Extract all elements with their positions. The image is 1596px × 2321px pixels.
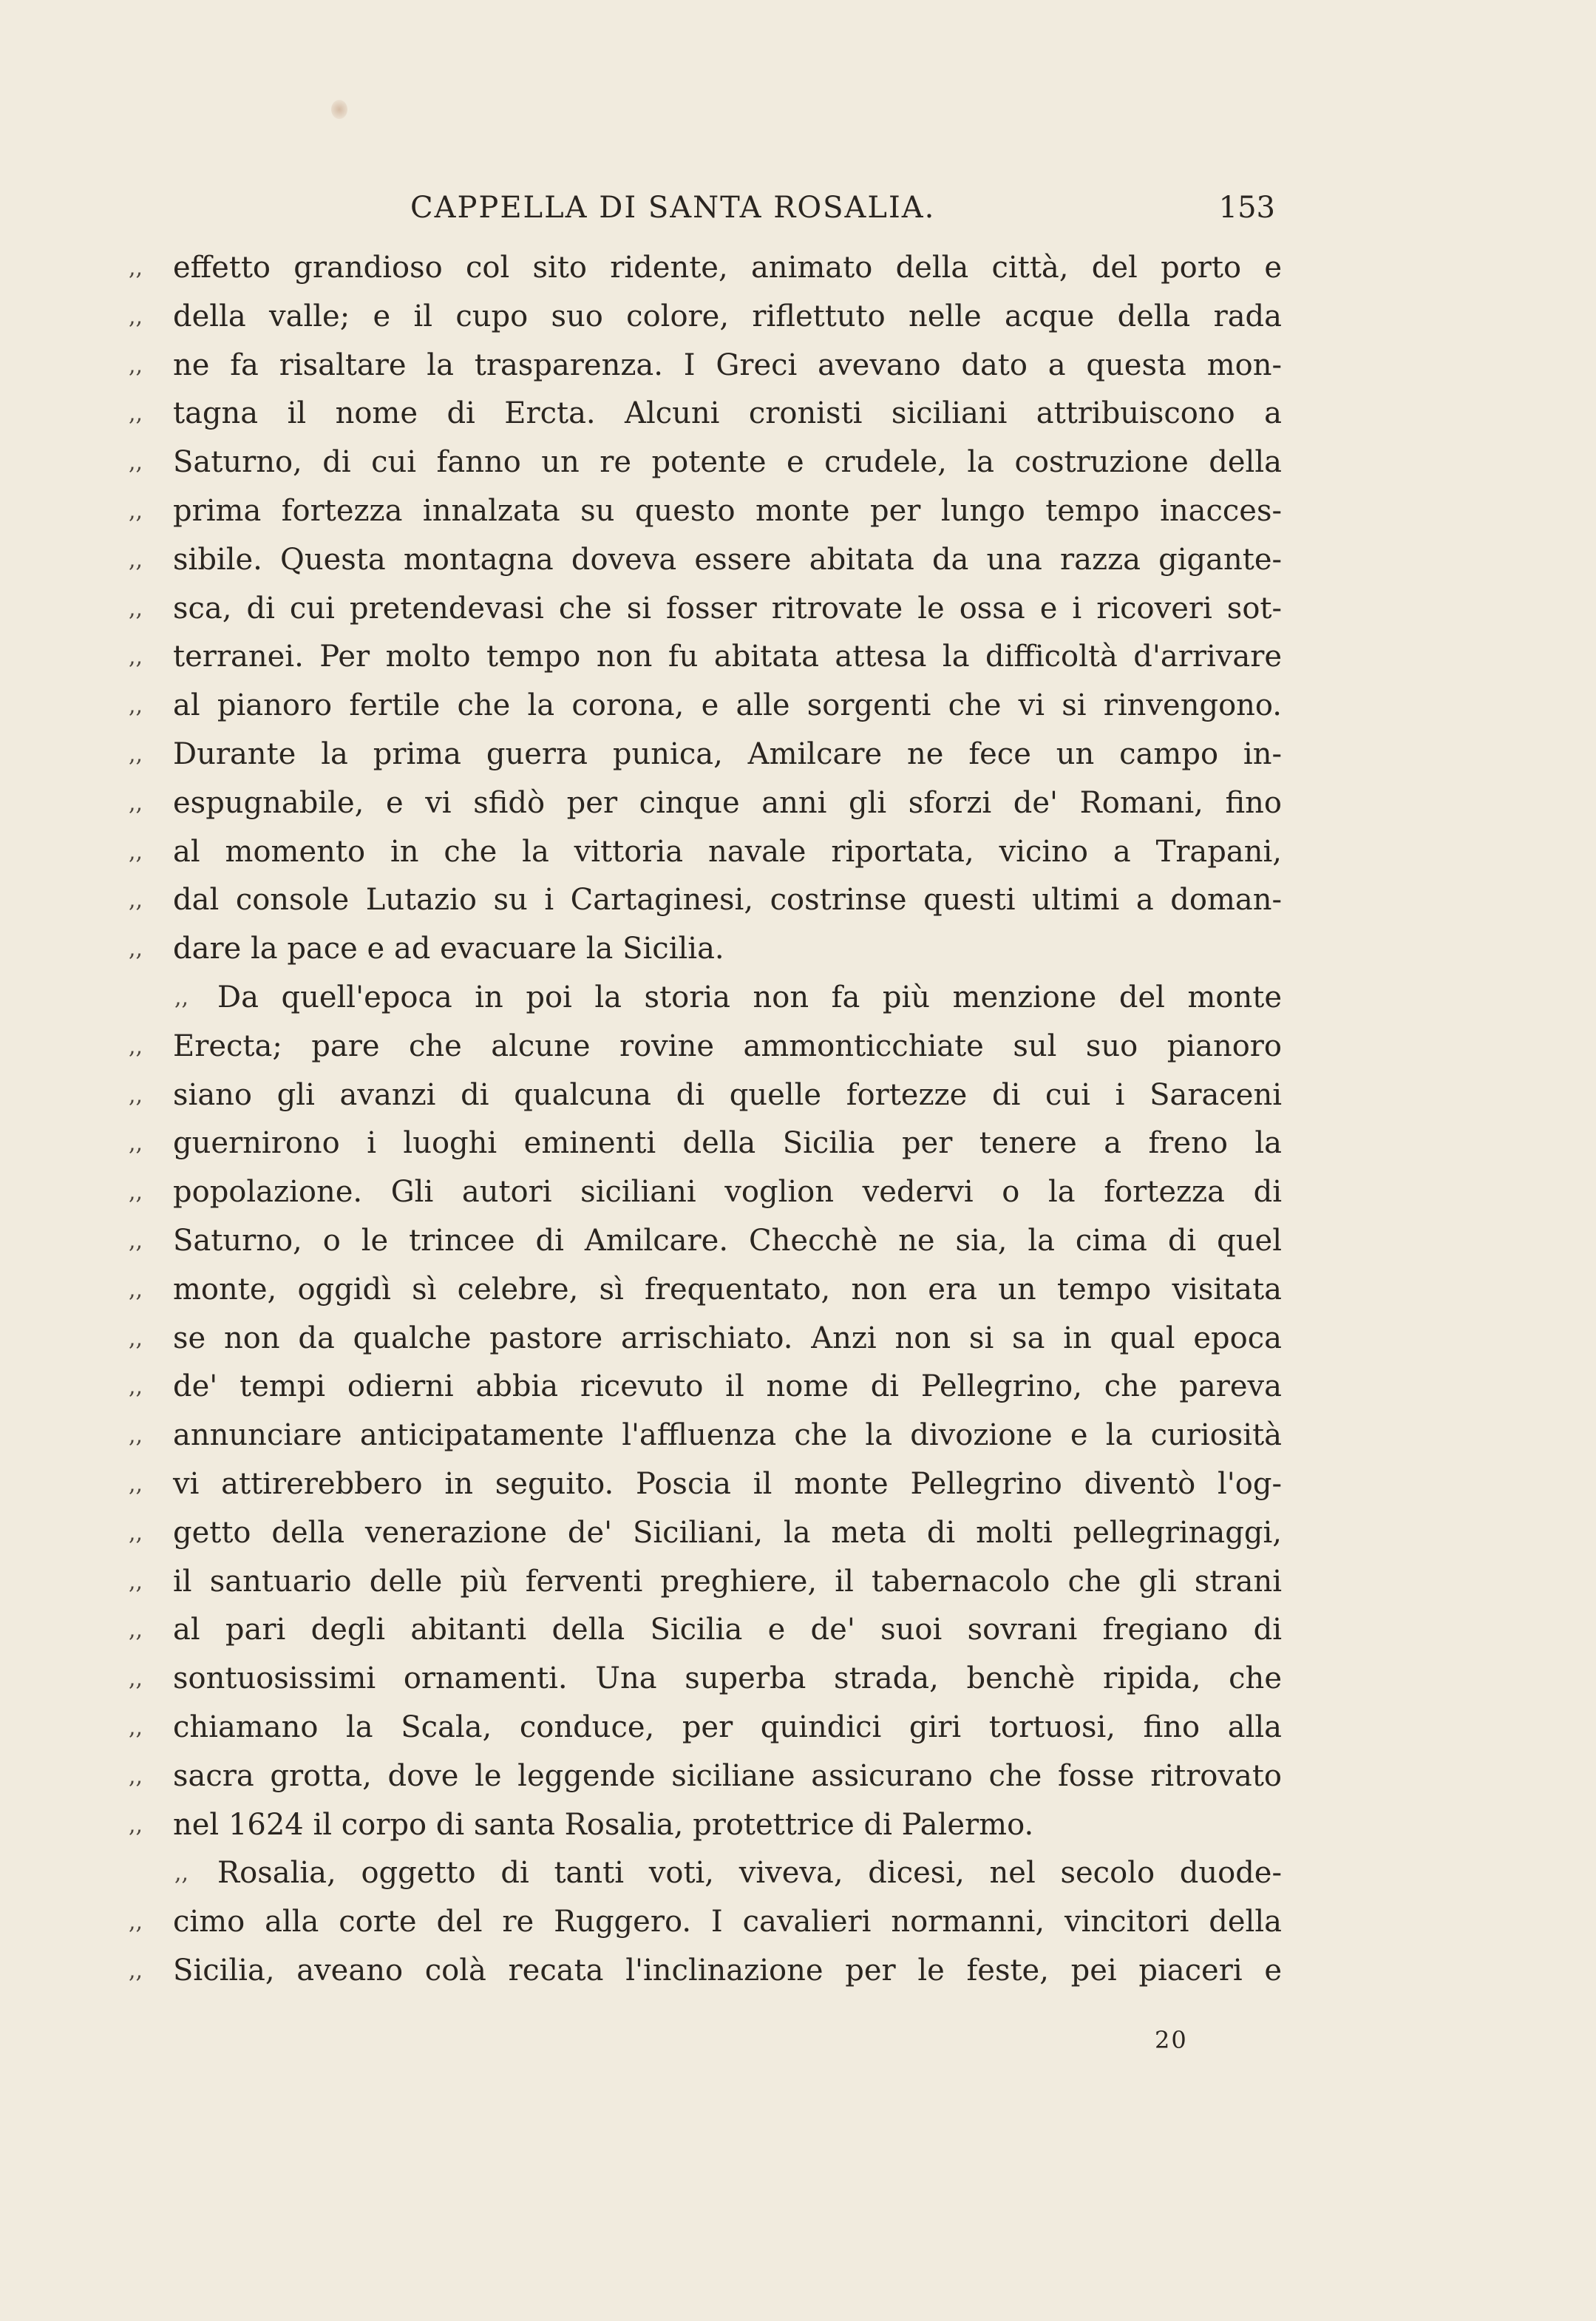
quote-mark: ,, (129, 1033, 143, 1060)
line-text: vi attirerebbero in seguito. Poscia il monte Pellegrino diventò l'og- (173, 1466, 1282, 1501)
line-text: espugnabile, e vi sfidò per cinque anni gli sforzi de' Romani, fino (173, 785, 1282, 820)
line-text: ne fa risaltare la trasparenza. I Greci avevano dato a questa mon- (173, 348, 1282, 382)
line-text: chiamano la Scala, conduce, per quindici giri tortuosi, fino alla (173, 1710, 1282, 1744)
quote-mark: ,, (129, 1082, 143, 1108)
line-text: prima fortezza innalzata su questo monte per lungo tempo inacces- (173, 493, 1282, 528)
quote-mark: ,, (129, 401, 143, 427)
text-line (129, 876, 1282, 925)
text-line (129, 633, 1282, 682)
quote-mark: ,, (129, 352, 143, 379)
quote-mark: ,, (129, 1763, 143, 1789)
quote-mark: ,, (129, 1666, 143, 1693)
quote-mark: ,, (129, 1227, 143, 1254)
line-text: cimo alla corte del re Ruggero. I cavalieri normanni, vincitori della (173, 1905, 1282, 1939)
text-line (129, 974, 1282, 1023)
text-line (129, 1071, 1282, 1120)
text-line (129, 1558, 1282, 1607)
text-line (129, 1023, 1282, 1071)
line-text: Da quell'epoca in poi la storia non fa più menzione del monte (217, 980, 1282, 1014)
line-text: sacra grotta, dove le leggende siciliane assicurano che fosse ritrovato (173, 1758, 1282, 1793)
line-text: Sicilia, aveano colà recata l'inclinazione per le feste, pei piaceri e (173, 1953, 1282, 1988)
text-line (129, 1363, 1282, 1412)
text-line (129, 1266, 1282, 1315)
text-line (129, 731, 1282, 779)
quote-mark: ,, (129, 1325, 143, 1352)
quote-mark: ,, (129, 1714, 143, 1741)
line-text: al pari degli abitanti della Sicilia e de' suoi sovrani fregiano di (173, 1613, 1282, 1647)
quote-mark: ,, (129, 1179, 143, 1206)
line-text: popolazione. Gli autori siciliani voglion vedervi o la fortezza di (173, 1175, 1282, 1210)
text-line (129, 1655, 1282, 1704)
text-line (129, 828, 1282, 877)
quote-mark: ,, (129, 644, 143, 671)
text-line (129, 682, 1282, 731)
line-text: dare la pace e ad evacuare la Sicilia. (173, 932, 724, 966)
quote-mark: ,, (129, 1957, 143, 1984)
text-line (129, 1119, 1282, 1168)
line-text: sca, di cui pretendevasi che si fosser ritrovate le ossa e i ricoveri sot- (173, 591, 1282, 626)
quote-mark: ,, (129, 1276, 143, 1303)
text-line (129, 925, 1282, 974)
quote-mark: ,, (129, 498, 143, 524)
quote-mark: ,, (174, 984, 189, 1011)
text-line (129, 1412, 1282, 1460)
text-line (129, 1606, 1282, 1655)
text-line (129, 1460, 1282, 1509)
quote-mark: ,, (129, 741, 143, 768)
quote-mark: ,, (129, 838, 143, 865)
quote-mark: ,, (129, 546, 143, 573)
text-line (129, 487, 1282, 536)
text-line (129, 390, 1282, 438)
paper-stain (331, 100, 347, 119)
text-line (129, 585, 1282, 634)
line-text: Erecta; pare che alcune rovine ammonticchiate sul suo pianoro (173, 1029, 1282, 1063)
quote-mark: ,, (129, 1617, 143, 1644)
line-text: nel 1624 il corpo di santa Rosalia, protettrice di Palermo. (173, 1807, 1034, 1842)
text-line (129, 1898, 1282, 1947)
running-head (410, 191, 1275, 235)
quote-mark: ,, (174, 1860, 189, 1887)
text-line (129, 1509, 1282, 1558)
line-text: tagna il nome di Ercta. Alcuni cronisti siciliani attribuiscono a (173, 396, 1282, 431)
line-text: Saturno, o le trincee di Amilcare. Checchè ne sia, la cima di quel (173, 1223, 1282, 1258)
line-text: monte, oggidì sì celebre, sì frequentato, non era un tempo visitata (173, 1272, 1282, 1307)
line-text: Rosalia, oggetto di tanti voti, viveva, dicesi, nel secolo duode- (217, 1856, 1282, 1891)
quote-mark: ,, (129, 303, 143, 330)
running-title: CAPPELLA DI SANTA ROSALIA. (410, 191, 936, 225)
line-text: de' tempi odierni abbia ricevuto il nome di Pellegrino, che pareva (173, 1369, 1282, 1404)
quote-mark: ,, (129, 1131, 143, 1157)
text-line (129, 438, 1282, 487)
line-text: sontuosissimi ornamenti. Una superba strada, benchè ripida, che (173, 1661, 1282, 1696)
text-line (129, 1217, 1282, 1266)
line-text: della valle; e il cupo suo colore, riflettuto nelle acque della rada (173, 299, 1282, 333)
line-text: effetto grandioso col sito ridente, animato della città, del porto e (173, 251, 1282, 285)
line-text: dal console Lutazio su i Cartaginesi, costrinse questi ultimi a doman- (173, 883, 1282, 918)
line-text: terranei. Per molto tempo non fu abitata attesa la difficoltà d'arrivare (173, 640, 1282, 674)
quote-mark: ,, (129, 255, 143, 281)
text-line (129, 1704, 1282, 1752)
text-line (129, 1752, 1282, 1801)
page-number: 153 (1218, 191, 1275, 225)
line-text: sibile. Questa montagna doveva essere abitata da una razza gigante- (173, 542, 1282, 577)
text-line (129, 536, 1282, 585)
line-text: il santuario delle più ferventi preghiere, il tabernacolo che gli strani (173, 1564, 1282, 1599)
quote-mark: ,, (129, 693, 143, 719)
quote-mark: ,, (129, 1568, 143, 1595)
quote-mark: ,, (129, 790, 143, 816)
text-line (129, 1849, 1282, 1898)
line-text: Saturno, di cui fanno un re potente e crudele, la costruzione della (173, 445, 1282, 480)
text-line (129, 779, 1282, 828)
text-line (129, 1168, 1282, 1217)
text-line (129, 244, 1282, 293)
line-text: se non da qualche pastore arrischiato. Anzi non si sa in qual epoca (173, 1321, 1282, 1355)
quote-mark: ,, (129, 887, 143, 914)
quote-mark: ,, (129, 1471, 143, 1497)
line-text: guernirono i luoghi eminenti della Sicilia per tenere a freno la (173, 1126, 1282, 1161)
quote-mark: ,, (129, 1374, 143, 1400)
signature-mark: 20 (1155, 2026, 1188, 2054)
text-line (129, 1315, 1282, 1363)
quote-mark: ,, (129, 1909, 143, 1936)
line-text: annunciare anticipatamente l'affluenza che la divozione e la curiosità (173, 1418, 1282, 1453)
quote-mark: ,, (129, 1423, 143, 1449)
text-line (129, 1801, 1282, 1850)
text-line (129, 342, 1282, 390)
quote-mark: ,, (129, 1812, 143, 1838)
body-text (129, 244, 1282, 1996)
line-text: siano gli avanzi di qualcuna di quelle fortezze di cui i Saraceni (173, 1077, 1282, 1112)
text-line (129, 293, 1282, 342)
quote-mark: ,, (129, 450, 143, 476)
line-text: al pianoro fertile che la corona, e alle sorgenti che vi si rinvengono. (173, 688, 1282, 723)
line-text: al momento in che la vittoria navale riportata, vicino a Trapani, (173, 834, 1282, 869)
line-text: getto della venerazione de' Siciliani, la meta di molti pellegrinaggi, (173, 1515, 1282, 1550)
quote-mark: ,, (129, 595, 143, 622)
line-text: Durante la prima guerra punica, Amilcare ne fece un campo in- (173, 736, 1282, 771)
quote-mark: ,, (129, 936, 143, 963)
quote-mark: ,, (129, 1519, 143, 1546)
text-line (129, 1947, 1282, 1996)
